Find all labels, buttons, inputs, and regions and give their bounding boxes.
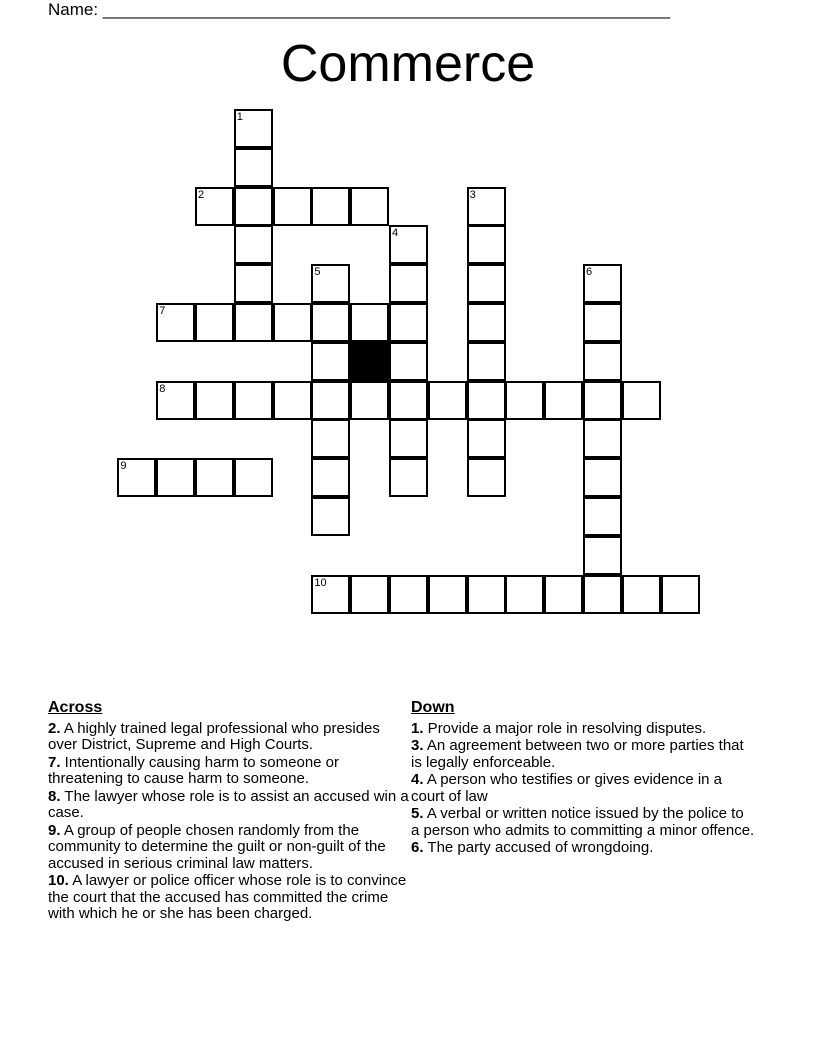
grid-cell[interactable] xyxy=(273,303,312,342)
grid-cell[interactable] xyxy=(311,497,350,536)
across-clue-list xyxy=(48,721,410,923)
clue-number: 7. xyxy=(48,753,61,771)
grid-cell[interactable] xyxy=(350,187,389,226)
grid-cell[interactable] xyxy=(156,303,195,342)
down-clue xyxy=(411,772,756,805)
grid-cell[interactable] xyxy=(156,381,195,420)
clue-number: 7 xyxy=(159,305,166,317)
grid-cell[interactable] xyxy=(467,264,506,303)
grid-cell[interactable] xyxy=(311,264,350,303)
grid-cell[interactable] xyxy=(467,419,506,458)
clue-number: 6 xyxy=(586,266,593,279)
grid-cell[interactable] xyxy=(389,303,428,342)
clue-text: Intentionally causing harm to someone or threatening to cause harm to someone. xyxy=(48,753,340,787)
clue-text: The party accused of wrongdoing. xyxy=(423,839,654,856)
grid-cell[interactable] xyxy=(389,264,428,303)
clue-number: 4 xyxy=(392,227,399,240)
clue-number: 2 xyxy=(198,188,205,201)
across-clue xyxy=(48,789,410,822)
grid-cell[interactable] xyxy=(661,575,700,614)
down-clue xyxy=(411,840,756,857)
grid-cell[interactable] xyxy=(311,575,350,614)
grid-cell[interactable] xyxy=(622,381,661,420)
grid-cell[interactable] xyxy=(350,381,389,420)
clue-text: An agreement between two or more parties that is legally enforceable. xyxy=(411,737,744,771)
grid-cell[interactable] xyxy=(583,342,622,381)
clue-number: 10. xyxy=(48,872,69,889)
grid-cell[interactable] xyxy=(273,187,312,226)
grid-cell[interactable] xyxy=(583,419,622,458)
grid-cell[interactable] xyxy=(389,342,428,381)
grid-cell[interactable] xyxy=(389,419,428,458)
grid-cell[interactable] xyxy=(311,342,350,381)
grid-cell[interactable] xyxy=(389,381,428,420)
grid-cell[interactable] xyxy=(467,381,506,420)
clue-number: 1. xyxy=(411,719,424,737)
down-clue-list xyxy=(411,721,756,857)
grid-cell[interactable] xyxy=(389,458,428,497)
across-heading: Across xyxy=(48,699,103,716)
clue-number: 8. xyxy=(48,787,61,805)
across-clue xyxy=(48,721,410,754)
across-clues xyxy=(48,700,410,924)
grid-cell[interactable] xyxy=(505,381,544,420)
grid-cell[interactable] xyxy=(234,264,273,303)
grid-cell[interactable] xyxy=(389,575,428,614)
clue-number: 9 xyxy=(120,460,127,473)
grid-cell[interactable] xyxy=(195,381,234,420)
clue-number: 8 xyxy=(159,382,166,395)
grid-cell[interactable] xyxy=(544,575,583,614)
grid-cell[interactable] xyxy=(156,458,195,497)
grid-cell[interactable] xyxy=(583,381,622,420)
across-clue xyxy=(48,755,410,788)
clue-text: A verbal or written notice issued by the police to a person who admits to committing a minor offence. xyxy=(411,805,755,839)
grid-cell[interactable] xyxy=(467,187,506,226)
grid-cell[interactable] xyxy=(195,458,234,497)
grid-cell[interactable] xyxy=(583,536,622,575)
grid-cell[interactable] xyxy=(234,225,273,264)
grid-cell[interactable] xyxy=(234,109,273,148)
clue-text: A lawyer or police officer whose role is to convince the court that the accused has committed the crime with which he or she has been charged. xyxy=(48,872,407,922)
clue-text: A group of people chosen randomly from the community to determine the guilt or non-guilt of the accused in serious criminal law matters. xyxy=(48,821,386,872)
clue-text: Provide a major role in resolving disputes. xyxy=(423,719,707,737)
clue-number: 2. xyxy=(48,719,61,737)
grid-cell[interactable] xyxy=(467,342,506,381)
across-clue xyxy=(48,873,410,923)
grid-cell[interactable] xyxy=(311,381,350,420)
clue-number: 3. xyxy=(411,737,424,754)
clue-text: A highly trained legal professional who presides over District, Supreme and High Courts. xyxy=(48,719,380,753)
grid-cell[interactable] xyxy=(234,187,273,226)
grid-cell[interactable] xyxy=(311,303,350,342)
grid-cell[interactable] xyxy=(195,187,234,226)
grid-cell[interactable] xyxy=(350,303,389,342)
grid-cell[interactable] xyxy=(117,458,156,497)
clue-number: 5 xyxy=(314,266,321,279)
grid-cell[interactable] xyxy=(467,575,506,614)
across-clue xyxy=(48,823,410,873)
down-clue xyxy=(411,806,756,839)
grid-cell[interactable] xyxy=(428,575,467,614)
grid-cell[interactable] xyxy=(273,381,312,420)
grid-cell[interactable] xyxy=(389,225,428,264)
grid-cell[interactable] xyxy=(311,458,350,497)
grid-cell[interactable] xyxy=(583,264,622,303)
clue-text: A person who testifies or gives evidence in a court of law xyxy=(411,771,723,805)
grid-cell[interactable] xyxy=(428,381,467,420)
grid-cell[interactable] xyxy=(311,419,350,458)
grid-cell[interactable] xyxy=(583,458,622,497)
grid-cell[interactable] xyxy=(544,381,583,420)
grid-cell[interactable] xyxy=(583,497,622,536)
grid-cell[interactable] xyxy=(583,575,622,614)
down-heading: Down xyxy=(411,699,455,716)
page-title: Commerce xyxy=(280,35,536,93)
name-field-label: Name: ____________________________________________________________ xyxy=(48,0,671,19)
clue-number: 10 xyxy=(314,576,327,589)
clue-number: 9. xyxy=(48,821,61,839)
clue-number: 5. xyxy=(411,805,424,822)
grid-cell[interactable] xyxy=(234,303,273,342)
clue-text: The lawyer whose role is to assist an accused win a case. xyxy=(48,787,409,821)
black-cell xyxy=(350,342,389,381)
down-clue xyxy=(411,721,756,738)
grid-cell[interactable] xyxy=(467,458,506,497)
grid-cell[interactable] xyxy=(234,381,273,420)
down-clues xyxy=(411,700,756,858)
down-clue xyxy=(411,738,756,771)
grid-cell[interactable] xyxy=(505,575,544,614)
grid-cell[interactable] xyxy=(467,303,506,342)
grid-cell[interactable] xyxy=(234,148,273,187)
grid-cell[interactable] xyxy=(350,575,389,614)
clue-number: 3 xyxy=(469,188,476,201)
grid-cell[interactable] xyxy=(195,303,234,342)
clue-number: 4. xyxy=(411,771,424,788)
clue-number: 6. xyxy=(411,839,424,856)
grid-cell[interactable] xyxy=(311,187,350,226)
grid-cell[interactable] xyxy=(622,575,661,614)
grid-cell[interactable] xyxy=(234,458,273,497)
grid-cell[interactable] xyxy=(583,303,622,342)
clue-number: 1 xyxy=(236,111,243,123)
grid-cell[interactable] xyxy=(467,225,506,264)
